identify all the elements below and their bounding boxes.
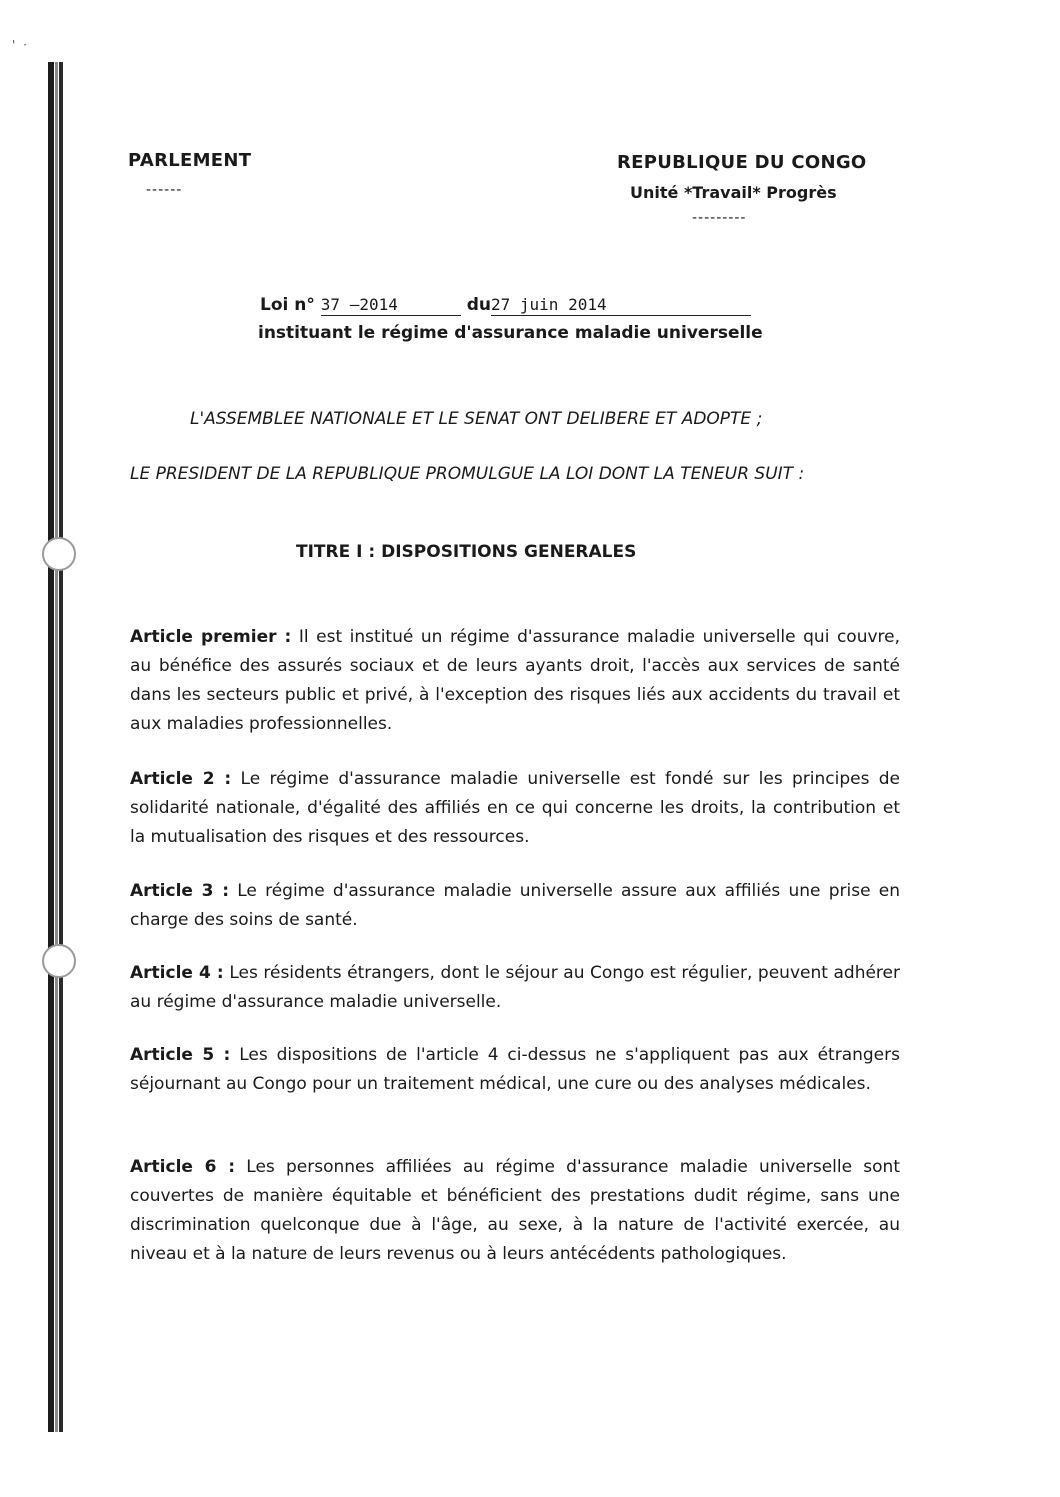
law-number-field	[321, 295, 461, 316]
article-2	[130, 765, 900, 852]
article-label: Article premier :	[130, 627, 292, 647]
binding-bar	[48, 62, 54, 1432]
article-3	[130, 877, 900, 935]
article-label: Article 2 :	[130, 769, 232, 789]
article-text: Les résidents étrangers, dont le séjour au Congo est régulier, peuvent adhérer au régime d'assurance maladie universelle.	[130, 963, 900, 1012]
article-label: Article 3 :	[130, 881, 230, 901]
article-text: Les personnes affiliées au régime d'assurance maladie universelle sont couvertes de manière équitable et bénéficient des prestations dudit régime, sans une discrimination quelconque due à l'âge, au sexe, à la nature de l'activité exercée, au niveau et à la nature de leurs revenus ou à leurs antécédents pathologiques.	[130, 1157, 900, 1264]
binding-strip	[44, 62, 74, 1432]
article-text: Le régime d'assurance maladie universelle est fondé sur les principes de solidarité nationale, d'égalité des affiliés en ce qui concerne les droits, la contribution et la mutualisation des risques et des ressources.	[130, 769, 901, 847]
law-title: instituant le régime d'assurance maladie universelle	[258, 323, 763, 343]
article-1	[130, 623, 900, 739]
binding-hole	[42, 944, 76, 978]
parliament-title: PARLEMENT	[128, 150, 252, 171]
national-motto: Unité *Travail* Progrès	[630, 183, 837, 202]
law-number-line	[260, 295, 751, 316]
article-label: Article 4 :	[130, 963, 224, 983]
republic-divider: ---------	[692, 210, 747, 226]
binding-bar	[55, 62, 58, 1432]
republic-title: REPUBLIQUE DU CONGO	[617, 152, 867, 173]
scan-specks: ' ·	[12, 38, 29, 52]
article-6	[130, 1153, 900, 1269]
article-text: Le régime d'assurance maladie universelle assure aux affiliés une prise en charge des soins de santé.	[130, 881, 900, 930]
parliament-divider: ------	[146, 182, 183, 198]
law-date: 27 juin 2014	[491, 295, 607, 314]
article-label: Article 5 :	[130, 1045, 231, 1065]
article-5	[130, 1041, 900, 1099]
binding-hole	[42, 537, 76, 571]
law-date-prefix: du	[466, 295, 491, 315]
law-number: 37 –2014	[320, 295, 398, 314]
binding-bar	[59, 62, 63, 1432]
section-title: TITRE I : DISPOSITIONS GENERALES	[296, 542, 637, 562]
article-label: Article 6 :	[130, 1157, 236, 1177]
article-text: Il est institué un régime d'assurance maladie universelle qui couvre, au bénéfice des assurés sociaux et de leurs ayants droit, l'accès aux services de santé dans les secteurs public et privé, à l'exception des risques liés aux accidents du travail et aux maladies professionnelles.	[130, 627, 901, 734]
promulgation-statement: LE PRESIDENT DE LA REPUBLIQUE PROMULGUE LA LOI DONT LA TENEUR SUIT :	[130, 464, 805, 484]
law-date-field	[491, 295, 751, 316]
article-4	[130, 959, 900, 1017]
adoption-statement: L'ASSEMBLEE NATIONALE ET LE SENAT ONT DELIBERE ET ADOPTE ;	[190, 409, 763, 429]
law-number-prefix: Loi n°	[260, 295, 315, 315]
article-text: Les dispositions de l'article 4 ci-dessus ne s'appliquent pas aux étrangers séjournant au Congo pour un traitement médical, une cure ou des analyses médicales.	[130, 1045, 900, 1094]
